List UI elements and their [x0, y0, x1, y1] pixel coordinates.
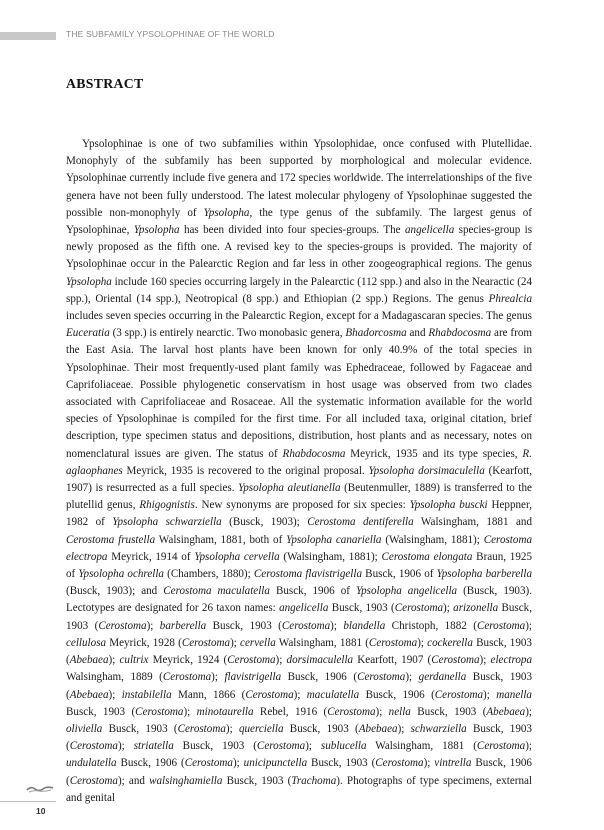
- text-run: and: [406, 327, 429, 340]
- text-run: );: [525, 740, 532, 753]
- text-run: (Chambers, 1880);: [163, 568, 254, 581]
- taxon-name: oliviella: [66, 722, 103, 735]
- taxon-name: Ypsolopha: [203, 206, 250, 219]
- text-run: Meyrick, 1924 (: [148, 654, 228, 667]
- taxon-name: Ypsolopha ochrella: [78, 568, 164, 581]
- text-run: );: [146, 619, 160, 632]
- text-run: Kearfott, 1907 (: [353, 654, 432, 667]
- text-run: (Walsingham, 1881);: [279, 550, 382, 563]
- taxon-name: Abebaea: [69, 688, 109, 701]
- text-run: has been divided into four species-groups. The: [179, 224, 405, 237]
- abstract-body: [66, 136, 532, 807]
- text-run: (Beutenmuller, 1889) is transferred to the plutellid genus,: [66, 482, 532, 512]
- taxon-name: unicipunctella: [243, 757, 308, 770]
- text-run: Walsingham, 1881, both of: [155, 533, 287, 546]
- text-run: (Busck, 1903); and: [66, 585, 164, 598]
- text-run: are from the East Asia. The larval host plants have been known for only 40.9% of the total species in Ypsolophinae. Their most frequently-used plant family was Ephedraceae, followed by Fagaceae and Caprifoliaceae. Possible phylogenetic conservatism in host usage was observed from two clades associated with Caprifoliaceae and Rosaceae. All the systematic information available for the world species of Ypsolophinae is compiled for the first time. For all included taxa, original citation, brief description, type specimen status and depositions, distribution, host plants and as necessary, notes on nomenclatural issues are given. The status of: [66, 327, 533, 460]
- text-run: Busck, 1903 (: [307, 757, 376, 770]
- text-run: Christoph, 1882 (: [385, 619, 477, 632]
- taxon-name: Cerostoma: [256, 740, 306, 753]
- text-run: );: [275, 654, 287, 667]
- taxon-name: Cerostoma: [184, 757, 233, 770]
- text-run: Busck, 1903 (: [410, 705, 487, 718]
- taxon-name: Ypsolopha canariella: [286, 533, 382, 546]
- text-run: Busck, 1906 (: [116, 757, 185, 770]
- taxon-name: Cerostoma: [431, 654, 480, 667]
- taxon-name: Rhabdocosma: [282, 447, 346, 460]
- taxon-name: Cerostoma: [476, 740, 526, 753]
- taxon-name: querciella: [238, 722, 284, 735]
- text-run: Busck, 1906 (: [359, 688, 435, 701]
- text-run: );: [423, 757, 435, 770]
- taxon-name: R. aglaophanes: [66, 447, 532, 477]
- taxon-name: maculatella: [306, 688, 360, 701]
- text-run: Busck, 1903 (: [283, 722, 359, 735]
- taxon-name: Phrealcia: [488, 292, 532, 305]
- taxon-name: Cerostoma: [327, 705, 376, 718]
- text-run: Busck, 1906 (: [281, 671, 358, 684]
- taxon-name: Cerostoma: [281, 619, 331, 632]
- text-run: );: [225, 722, 239, 735]
- text-run: );: [397, 722, 411, 735]
- taxon-name: Abebaea: [358, 722, 398, 735]
- text-run: );: [230, 636, 241, 649]
- text-run: Busck, 1903 (: [66, 705, 136, 718]
- taxon-name: Abebaea: [69, 654, 109, 667]
- text-run: Busck, 1906 of: [362, 568, 437, 581]
- taxon-name: Ypsolopha schwarziella: [112, 516, 222, 529]
- taxon-name: minotaurella: [196, 705, 254, 718]
- taxon-name: cervella: [240, 636, 276, 649]
- header-bar: [0, 32, 56, 40]
- taxon-name: Cerostoma maculatella: [163, 585, 270, 598]
- taxon-name: Euceratia: [66, 327, 110, 340]
- text-run: Mann, 1866 (: [171, 688, 246, 701]
- text-run: );: [375, 705, 389, 718]
- taxon-name: Ypsolopha aleutianella: [238, 482, 341, 495]
- taxon-name: Cerostoma: [181, 636, 231, 649]
- text-run: Ypsolophinae is one of two subfamilies within Ypsolophidae, once confused with Plutellidae. Monophyly of the subfamily has been supported by morphological and molecular evidence. Ypsolophinae currently include five genera and 172 species worldwide. The interrelationships of the five genera have not been fully understood. The latest molecular phylogeny of Ypsolophinae suggested the possible non-monophyly of: [66, 138, 532, 219]
- taxon-name: Ypsolopha: [66, 275, 112, 288]
- page-number: 10: [36, 806, 46, 816]
- text-run: Walsingham, 1881 and: [413, 516, 532, 529]
- text-run: );: [330, 619, 344, 632]
- taxon-name: cockerella: [427, 636, 473, 649]
- text-run: );: [417, 636, 428, 649]
- taxon-name: cultrix: [119, 654, 149, 667]
- taxon-name: Bhadorcosma: [345, 327, 407, 340]
- taxon-name: sublucella: [320, 740, 367, 753]
- taxon-name: Cerostoma flavistrigella: [253, 568, 363, 581]
- text-run: Meyrick, 1935 and its type species,: [345, 447, 523, 460]
- text-run: );: [108, 688, 122, 701]
- text-run: );: [117, 740, 134, 753]
- taxon-name: Cerostoma: [394, 602, 444, 615]
- taxon-name: electropa: [490, 654, 532, 667]
- taxon-name: arizonella: [453, 602, 499, 615]
- text-run: Walsingham, 1889 (: [66, 671, 163, 684]
- taxon-name: cellulosa: [66, 636, 107, 649]
- text-run: );: [443, 602, 454, 615]
- taxon-name: Ypsolopha: [133, 224, 180, 237]
- text-run: Busck, 1903 (: [102, 722, 178, 735]
- text-run: );: [183, 705, 197, 718]
- text-run: (Busck, 1903). Lectotypes are designated for 26 taxon names:: [66, 585, 532, 615]
- footer-wave-icon: [26, 784, 54, 794]
- text-run: includes seven species occurring in the Palearctic Region, except for a Madagascaran species. The genus: [66, 310, 532, 323]
- taxon-name: Ypsolopha angelicella: [355, 585, 458, 598]
- text-run: Meyrick, 1914 of: [107, 550, 195, 563]
- text-run: );: [405, 671, 419, 684]
- taxon-name: Cerostoma: [357, 671, 406, 684]
- text-run: Walsingham, 1881 (: [366, 740, 477, 753]
- taxon-name: angelicella: [404, 224, 455, 237]
- text-run: );: [232, 757, 244, 770]
- text-run: Braun, 1925 of: [66, 550, 532, 581]
- taxon-name: Rhabdocosma: [428, 327, 492, 340]
- text-run: (Kearfott, 1907) is resurrected as a full species.: [66, 464, 533, 495]
- taxon-name: instabilella: [121, 688, 172, 701]
- taxon-name: Rhigognistis: [139, 499, 195, 512]
- taxon-name: Cerostoma elongata: [381, 550, 473, 563]
- taxon-name: Cerostoma: [98, 619, 147, 632]
- text-run: Busck, 1903 (: [173, 740, 257, 753]
- taxon-name: Cerostoma: [434, 688, 484, 701]
- section-title: ABSTRACT: [66, 76, 144, 91]
- taxon-name: angelicella: [279, 602, 329, 615]
- taxon-name: Cerostoma: [177, 722, 226, 735]
- abstract-paragraph: [66, 136, 532, 807]
- text-run: species-group is newly proposed as the fifth one. A revised key to the species-groups is provided. The majority of Ypsolophinae occur in the Palearctic Region and far less in other zoogeographical regions. The genus: [66, 224, 533, 271]
- taxon-name: manella: [496, 688, 532, 701]
- text-run: );: [525, 705, 532, 718]
- text-run: (3 spp.) is entirely nearctic. Two monobasic genera,: [109, 327, 346, 340]
- text-run: Rebel, 1916 (: [253, 705, 328, 718]
- text-run: Busck, 1906 (: [66, 757, 532, 787]
- text-run: ); and: [117, 774, 150, 787]
- taxon-name: Ypsolopha barberella: [436, 568, 533, 581]
- text-run: Busck, 1903 (: [66, 722, 532, 753]
- text-run: Busck, 1903 (: [206, 619, 282, 632]
- text-run: Busck, 1903 (: [66, 602, 532, 632]
- taxon-name: Cerostoma dentiferella: [307, 516, 414, 529]
- text-run: );: [525, 619, 532, 632]
- taxon-name: walsinghamiella: [149, 774, 223, 787]
- taxon-name: vintrella: [434, 757, 472, 770]
- text-run: );: [305, 740, 321, 753]
- taxon-name: gerdanella: [418, 671, 467, 684]
- taxon-name: Cerostoma: [69, 774, 118, 787]
- taxon-name: schwarziella: [410, 722, 467, 735]
- taxon-name: Ypsolopha cervella: [194, 550, 280, 563]
- text-run: Busck, 1906 of: [269, 585, 356, 598]
- taxon-name: Ypsolopha buscki: [409, 499, 488, 512]
- taxon-name: Cerostoma: [245, 688, 294, 701]
- text-run: (Busck, 1903);: [221, 516, 308, 529]
- taxon-name: Abebaea: [486, 705, 526, 718]
- text-run: Walsingham, 1881 (: [275, 636, 369, 649]
- taxon-name: Cerostoma frustella: [66, 533, 156, 546]
- text-run: );: [483, 688, 497, 701]
- taxon-name: Cerostoma: [227, 654, 276, 667]
- taxon-name: barberella: [159, 619, 207, 632]
- text-run: Meyrick, 1928 (: [106, 636, 182, 649]
- taxon-name: Cerostoma electropa: [66, 533, 532, 563]
- taxon-name: Cerostoma: [476, 619, 526, 632]
- text-run: );: [293, 688, 307, 701]
- text-run: ). Photographs of type specimens, external and genital: [66, 774, 533, 804]
- taxon-name: Cerostoma: [375, 757, 424, 770]
- taxon-name: blandella: [343, 619, 386, 632]
- text-run: . New synonyms are proposed for six species:: [194, 499, 410, 512]
- taxon-name: Cerostoma: [69, 740, 118, 753]
- text-run: );: [108, 654, 120, 667]
- taxon-name: Cerostoma: [368, 636, 418, 649]
- taxon-name: Cerostoma: [135, 705, 184, 718]
- taxon-name: undulatella: [66, 757, 117, 770]
- taxon-name: dorsimaculella: [286, 654, 354, 667]
- text-run: Busck, 1903 (: [328, 602, 395, 615]
- taxon-name: Cerostoma: [162, 671, 212, 684]
- text-run: (Walsingham, 1881);: [381, 533, 484, 546]
- text-run: Busck, 1903 (: [66, 636, 532, 667]
- taxon-name: Ypsolopha dorsimaculella: [368, 464, 485, 477]
- taxon-name: flavistrigella: [224, 671, 282, 684]
- text-run: Meyrick, 1935 is recovered to the original proposal.: [122, 464, 369, 477]
- text-run: Busck, 1903 (: [66, 671, 533, 701]
- taxon-name: striatella: [133, 740, 174, 753]
- text-run: , the type genus of the subfamily. The largest genus of Ypsolophinae,: [66, 206, 532, 237]
- text-run: );: [211, 671, 225, 684]
- text-run: include 160 species occurring largely in the Palearctic (112 spp.) and also in the Nearactic (24 spp.), Oriental (14 spp.), Neotropical (8 spp.) and Ethiopian (2 spp.) Regions. The genus: [66, 275, 532, 305]
- text-run: );: [479, 654, 491, 667]
- taxon-name: Trachoma: [291, 774, 337, 787]
- text-run: Busck, 1903 (: [222, 774, 292, 787]
- taxon-name: nella: [388, 705, 411, 718]
- text-run: Heppner, 1982 of: [66, 499, 533, 529]
- footer-rule: [0, 801, 56, 802]
- running-head: THE SUBFAMILY YPSOLOPHINAE OF THE WORLD: [66, 29, 275, 39]
